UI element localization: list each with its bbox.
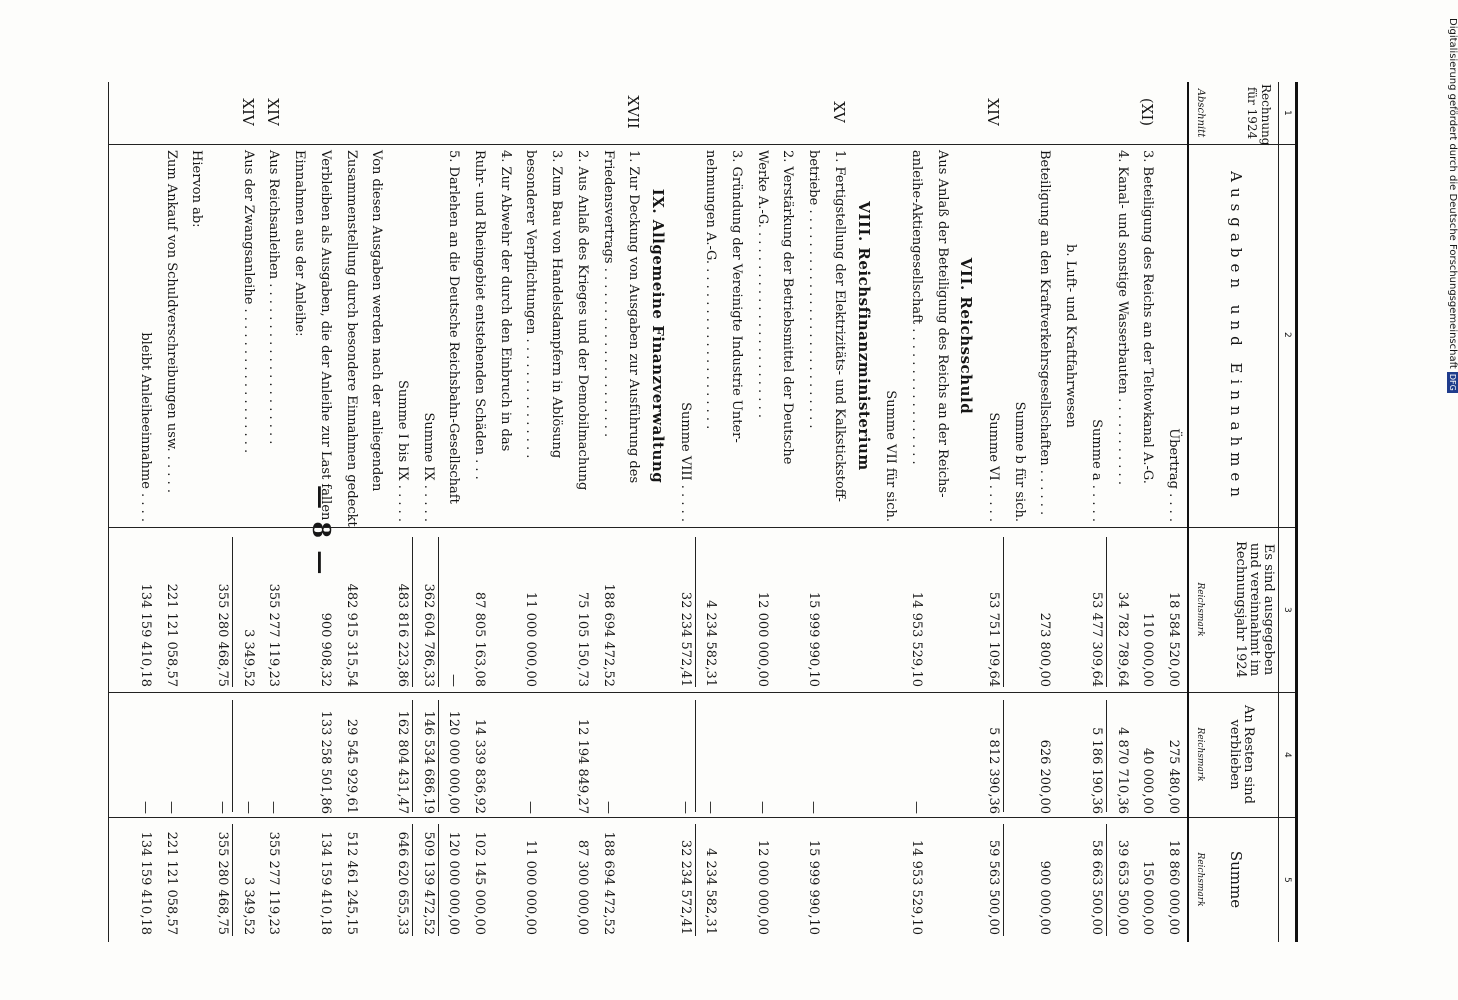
amount-spent-cell: 15 999 990,10 (806, 591, 822, 687)
sum-rule (1003, 700, 1004, 812)
remaining-cell: 4 870 710,36 (1114, 727, 1130, 814)
description-cell: Verbleiben als Ausgaben, die der Anleihe zur Last fallen (317, 150, 333, 521)
table-row (159, 82, 183, 942)
table-row (673, 82, 697, 942)
amount-spent-cell: 53 477 309,64 (1088, 591, 1104, 687)
description-cell: VIII. Reichsfinanzministerium (854, 201, 873, 471)
table-row (621, 82, 645, 942)
sum-cell: 221 121 058,57 (163, 831, 179, 935)
header-col1: Rechnung für 1924 (1245, 84, 1273, 146)
amount-spent-cell: 3 349,52 (240, 629, 256, 687)
description-cell: Summe a . . . . . (1088, 419, 1104, 522)
description-cell: Hiervon ab: (189, 150, 205, 228)
description-cell: 1. Zur Deckung von Ausgaben zur Ausführung des (626, 150, 642, 484)
sum-cell: 12 000 000,00 (754, 839, 770, 935)
table-row (441, 82, 465, 942)
table-row (210, 82, 234, 942)
sum-cell: 134 159 410,18 (317, 831, 333, 935)
description-cell: 2. Aus Anlaß des Krieges und der Demobilmachung (574, 150, 590, 491)
sum-cell: 120 000 000,00 (446, 831, 462, 935)
table-row (493, 82, 517, 942)
amount-spent-cell: — (446, 674, 462, 687)
table-row (827, 82, 851, 942)
table-row (133, 82, 157, 942)
amount-spent-cell: 900 908,32 (317, 612, 333, 687)
sum-rule (1003, 537, 1004, 687)
remaining-cell: 162 804 431,47 (395, 710, 410, 814)
sum-cell: 15 999 990,10 (806, 839, 822, 935)
table-row (853, 82, 877, 942)
description-cell: 2. Verstärkung der Betriebsmittel der Deutsche (780, 150, 796, 465)
header-divider (1278, 82, 1279, 942)
description-cell: Werke A.-G. . . . . . . . . . . . . . . . . . . . . . . . (754, 150, 770, 418)
sum-cell: 4 234 582,31 (703, 848, 719, 935)
description-cell: 4. Kanal- und sonstige Wasserbauten . . . . . . . . . . . (1114, 150, 1130, 485)
sum-cell: 59 563 500,00 (986, 839, 1002, 935)
remaining-cell: 133 258 501,86 (317, 710, 333, 814)
remaining-cell: — (600, 801, 616, 814)
description-cell: Aus der Zwangsanleihe . . . . . . . . . . . . . . . . . . (240, 150, 256, 454)
sum-cell: 102 145 000,00 (472, 831, 488, 935)
sum-cell: 355 277 119,23 (266, 831, 282, 935)
remaining-cell: 14 339 836,92 (472, 718, 488, 814)
amount-spent-cell: 18 584 520,00 (1166, 591, 1181, 687)
table-row (1135, 82, 1159, 942)
sum-cell: 11 000 000,00 (523, 839, 539, 935)
description-cell: b. Luft- und Kraftfahrwesen (1063, 244, 1079, 428)
sum-cell: 512 461 245,15 (343, 831, 359, 935)
header-col1-sub: Abschnitt (1195, 88, 1206, 138)
table-row (698, 82, 722, 942)
amount-spent-cell: 75 105 150,73 (574, 591, 590, 687)
table-row (313, 82, 337, 942)
remaining-cell: — (240, 801, 256, 814)
table-row (287, 82, 311, 942)
sum-rule (412, 537, 413, 687)
amount-spent-cell: 110 000,00 (1140, 612, 1156, 687)
table-row (801, 82, 825, 942)
table-row (904, 82, 928, 942)
table-row (1033, 82, 1057, 942)
table-row (519, 82, 543, 942)
remaining-cell: — (523, 801, 539, 814)
amount-spent-cell: 34 782 789,64 (1114, 591, 1130, 687)
remaining-cell: 5 812 390,36 (986, 727, 1002, 814)
description-cell: betriebe . . . . . . . . . . . . . . . . . . . . . . . . . . . (806, 150, 822, 429)
unit-col5: Reichsmark (1195, 852, 1205, 907)
description-cell: anleihe-Aktiengesellschaft . . . . . . . . . . . . . . . . . (909, 150, 924, 465)
description-cell: Zusammenstellung durch besondere Einnahmen gedeckt (343, 150, 359, 527)
remaining-cell: 5 186 190,36 (1088, 727, 1104, 814)
sum-cell: 509 139 472,52 (420, 831, 436, 935)
remaining-cell: — (266, 801, 282, 814)
amount-spent-cell: 32 234 572,41 (677, 591, 693, 687)
footer-note (1447, 18, 1458, 393)
sum-rule (412, 700, 413, 812)
description-cell: Summe VI . . . . . (986, 412, 1002, 522)
remaining-cell: 29 545 929,61 (343, 718, 359, 814)
table-row (184, 82, 208, 942)
section-cell: XIV (238, 98, 257, 126)
header-col2: Ausgaben und Einnahmen (1227, 171, 1245, 503)
remaining-cell: — (909, 801, 924, 814)
colnum-2: 2 (1282, 332, 1292, 338)
table-row (647, 82, 671, 942)
description-cell: 3. Gründung der Vereinigte Industrie Unter- (729, 150, 745, 443)
table-row (878, 82, 902, 942)
header-col4: An Resten sind verblieben (1227, 705, 1256, 804)
table-row (416, 82, 440, 942)
description-cell: Beteiligung an den Kraftverkehrsgesellschaften . . . . . . (1037, 150, 1053, 516)
sum-cell: 39 653 500,00 (1114, 839, 1130, 935)
description-cell: Summe I bis IX . . . . . (395, 379, 410, 522)
remaining-cell: — (163, 801, 179, 814)
remaining-cell: — (806, 801, 822, 814)
table-row (1084, 82, 1108, 942)
sum-rule (695, 537, 696, 687)
sum-rule (1003, 824, 1004, 936)
header-col5: Summe (1227, 850, 1245, 909)
section-cell: (XI) (1138, 97, 1157, 127)
dfg-logo: DFG (1448, 373, 1457, 391)
remaining-cell: — (215, 801, 231, 814)
sum-cell: 188 694 472,52 (600, 831, 616, 935)
sum-rule (438, 824, 439, 936)
sum-cell: 3 349,52 (240, 877, 256, 935)
sum-rule (438, 537, 439, 687)
description-cell: 4. Zur Abwehr der durch den Einbruch in das (497, 150, 513, 452)
description-cell: 3. Zum Bau von Handelsdampfern in Ablösung (549, 150, 565, 459)
sum-cell: 58 663 500,00 (1088, 839, 1104, 935)
amount-spent-cell: 221 121 058,57 (163, 583, 179, 687)
remaining-cell: 275 480,00 (1166, 739, 1181, 814)
table-row (1058, 82, 1082, 942)
unit-col3: Reichsmark (1195, 582, 1205, 637)
description-cell: Summe VII für sich. (883, 390, 899, 522)
table-row (570, 82, 594, 942)
description-cell: Ruhr- und Rheingebiet entstehenden Schäden . . . (472, 150, 488, 480)
amount-spent-cell: 362 604 786,33 (420, 583, 436, 687)
sum-cell: 18 860 000,00 (1166, 839, 1181, 935)
remaining-cell: — (677, 801, 693, 814)
amount-spent-cell: 355 280 468,75 (215, 583, 231, 687)
remaining-cell: — (754, 801, 770, 814)
budget-table (108, 82, 1298, 942)
description-cell: nehmungen A.-G. . . . . . . . . . . . . . . . . . . . . (703, 150, 719, 430)
table-row (390, 82, 414, 942)
table-row (596, 82, 620, 942)
description-cell: Aus Reichsanleihen . . . . . . . . . . . . . . . . . . . . (266, 150, 282, 445)
description-cell: Friedensvertrags . . . . . . . . . . . . . . . . . . . . . (600, 150, 616, 438)
description-cell: IX. Allgemeine Finanzverwaltung (649, 188, 667, 484)
description-cell: 1. Fertigstellung der Elektrizitäts- und Kalkstickstoff- (831, 150, 847, 502)
sum-rule (232, 700, 233, 812)
sum-rule (232, 824, 233, 936)
sum-rule (695, 700, 696, 812)
header-divider (1187, 82, 1189, 942)
description-cell: VII. Reichsschuld (957, 257, 976, 415)
description-cell: 3. Beteiligung des Reichs an der Teltowkanal A.-G. (1140, 150, 1156, 484)
sum-cell: 32 234 572,41 (677, 839, 693, 935)
amount-spent-cell: 482 915 315,54 (343, 583, 359, 687)
sum-cell: 87 300 000,00 (574, 839, 590, 935)
sum-rule (438, 700, 439, 812)
remaining-cell: 40 000,00 (1140, 747, 1156, 814)
sum-cell: 134 159 410,18 (138, 831, 153, 935)
section-cell: XV (829, 101, 848, 123)
sum-cell: 355 280 468,75 (215, 831, 231, 935)
colnum-4: 4 (1282, 752, 1292, 758)
amount-spent-cell: 4 234 582,31 (703, 600, 719, 687)
description-cell: Summe b für sich. (1011, 401, 1027, 522)
description-cell: besonderer Verpflichtungen . . . . . . . . . . . . . . . (523, 150, 539, 459)
remaining-cell: 12 194 849,27 (574, 718, 590, 814)
sum-cell: 900 000,00 (1037, 860, 1053, 935)
table-row (262, 82, 286, 942)
sum-cell: 14 953 529,10 (909, 839, 924, 935)
description-cell: 5. Darlehen an die Deutsche Reichsbahn-Gesellschaft (446, 150, 462, 504)
unit-col4: Reichsmark (1195, 727, 1205, 782)
sum-rule (695, 824, 696, 936)
section-cell: XVII (624, 95, 643, 129)
sum-rule (412, 824, 413, 936)
sum-cell: 150 000,00 (1140, 860, 1156, 935)
table-row (467, 82, 491, 942)
colnum-3: 3 (1282, 607, 1292, 613)
table-row (544, 82, 568, 942)
colnum-1: 1 (1282, 110, 1292, 116)
colnum-5: 5 (1282, 877, 1292, 883)
description-cell: Summe IX . . . . . (420, 412, 436, 522)
table-row (955, 82, 979, 942)
description-cell: Summe VIII . . . . . (677, 402, 693, 522)
table-row (1161, 82, 1185, 942)
amount-spent-cell: 134 159 410,18 (138, 583, 153, 687)
description-cell: Übertrag . . . . (1166, 428, 1181, 522)
remaining-cell: 120 000 000,00 (446, 710, 462, 814)
table-row (339, 82, 363, 942)
amount-spent-cell: 188 694 472,52 (600, 583, 616, 687)
header-col3: Es sind ausgegeben und vereinnahmt im Rechnungsjahr 1924 (1233, 541, 1276, 678)
remaining-cell: — (138, 801, 153, 814)
description-cell: bleibt Anleiheeinnahme . . . . (138, 332, 153, 522)
table-row (1110, 82, 1134, 942)
description-cell: Von diesen Ausgaben werden nach der anliegenden (369, 150, 385, 492)
description-cell: Aus Anlaß der Beteiligung des Reichs an der Reichs- (934, 150, 950, 498)
table-row (981, 82, 1005, 942)
table-row (1007, 82, 1031, 942)
remaining-cell: 146 534 686,19 (420, 710, 436, 814)
table-row (930, 82, 954, 942)
remaining-cell: — (703, 801, 719, 814)
amount-spent-cell: 87 805 163,08 (472, 591, 488, 687)
table-row (364, 82, 388, 942)
amount-spent-cell: 12 000 000,00 (754, 591, 770, 687)
amount-spent-cell: 14 953 529,10 (909, 591, 924, 687)
amount-spent-cell: 355 277 119,23 (266, 583, 282, 687)
table-row (776, 82, 800, 942)
page-number: — 8 — (307, 485, 336, 577)
amount-spent-cell: 273 800,00 (1037, 612, 1053, 687)
sum-rule (232, 537, 233, 687)
amount-spent-cell: 53 751 109,64 (986, 591, 1002, 687)
sum-rule (1106, 824, 1107, 936)
table-row (750, 82, 774, 942)
table-row (724, 82, 748, 942)
amount-spent-cell: 11 000 000,00 (523, 591, 539, 687)
sum-cell: 646 620 655,33 (395, 831, 410, 935)
section-cell: XIV (984, 98, 1003, 126)
remaining-cell: 626 200,00 (1037, 739, 1053, 814)
section-cell: XIV (264, 98, 283, 126)
footer-text: Digitalisierung gefördert durch die Deutsche Forschungsgemeinschaft (1447, 18, 1458, 369)
description-cell: Zum Ankauf von Schuldverschreibungen usw. . . . . . (163, 150, 179, 493)
table-row (236, 82, 260, 942)
description-cell: Einnahmen aus der Anleihe: (292, 150, 308, 337)
amount-spent-cell: 483 816 223,86 (395, 583, 410, 687)
sum-rule (1106, 537, 1107, 687)
sum-rule (1106, 700, 1107, 812)
